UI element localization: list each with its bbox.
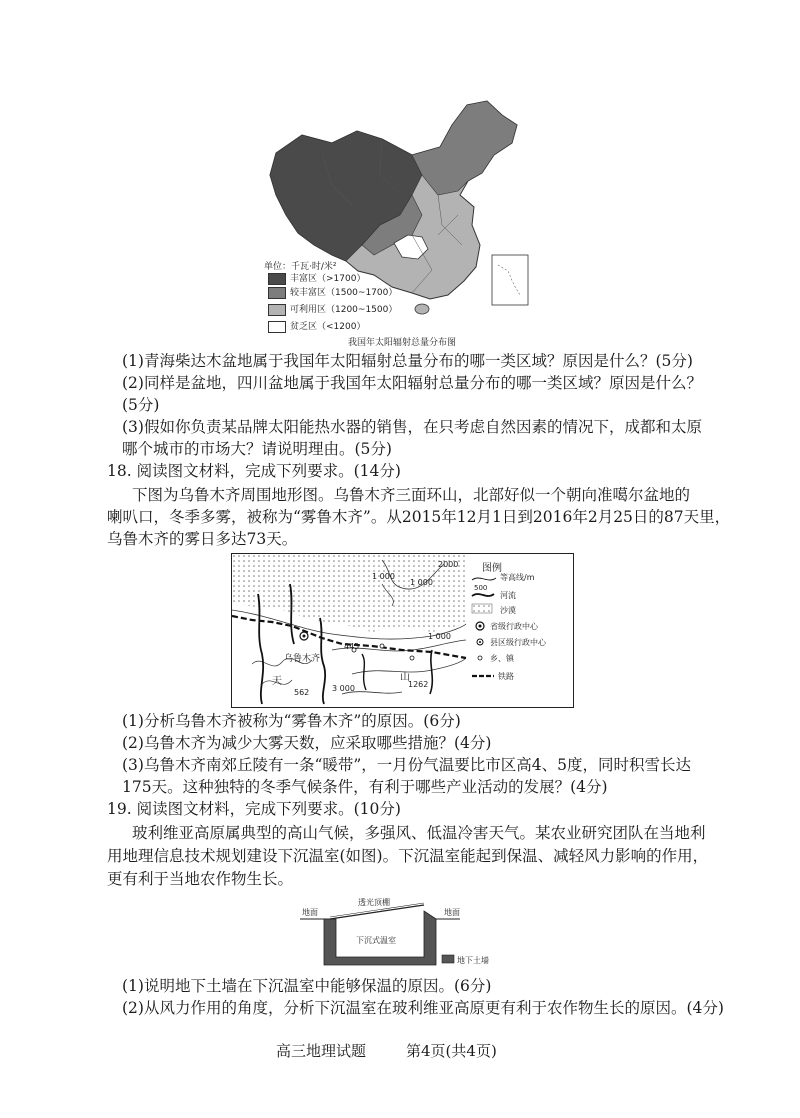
q18-2: (2)乌鲁木齐为减少大雾天数，应采取哪些措施？(4分) bbox=[122, 734, 492, 752]
q18-para1: 下图为乌鲁木齐周围地形图。乌鲁木齐三面环山，北部好似一个朝向准噶尔盆地的 bbox=[132, 486, 691, 504]
map1-legend-2: 较丰富区（1500~1700） bbox=[268, 285, 397, 299]
q18-para2: 喇叭口，冬季多雾，被称为“雾鲁木齐”。从2015年12月1日到2016年2月25日的87天里， bbox=[107, 508, 731, 526]
contour-1000-label: 1 000 bbox=[410, 578, 433, 587]
q17-1: (1)青海柴达木盆地属于我国年太阳辐射总量分布的哪一类区域？原因是什么？(5分) bbox=[122, 352, 693, 370]
legend-county-center: 县区级行政中心 bbox=[490, 638, 546, 647]
legend-provincial-center: 省级行政中心 bbox=[490, 622, 538, 631]
legend-railway: 铁路 bbox=[498, 672, 514, 681]
greenhouse-room-label: 下沉式温室 bbox=[356, 936, 396, 945]
map1-caption: 我国年太阳辐射总量分布图 bbox=[348, 338, 457, 348]
legend-swatch bbox=[268, 273, 286, 285]
elevation-1262-label: 1262 bbox=[408, 680, 429, 689]
map1-unit: 单位：千瓦·时/米² bbox=[264, 262, 337, 272]
q18-para3: 乌鲁木齐的雾日多达73天。 bbox=[107, 530, 298, 548]
mountain-label-shan: 山 bbox=[400, 672, 410, 683]
ground-left-label: 地面 bbox=[302, 908, 318, 917]
sunken-greenhouse-diagram bbox=[300, 893, 490, 973]
legend-desert: 沙漠 bbox=[500, 606, 516, 615]
map1-legend-3: 可利用区（1200~1500） bbox=[268, 302, 397, 316]
mountain-label-tian: 天 bbox=[272, 676, 282, 687]
contour-1000-label: 1 000 bbox=[428, 632, 451, 641]
legend-river: 河流 bbox=[500, 591, 516, 600]
legend-title: 图例 bbox=[482, 563, 502, 574]
q17-2b: (5分) bbox=[122, 396, 160, 414]
legend-contour-value: 500 bbox=[474, 584, 488, 592]
city-label-urumqi: 乌鲁木齐 bbox=[284, 654, 321, 664]
footer-page: 第4页(共4页) bbox=[406, 1042, 497, 1060]
contour-3000-label: 3 000 bbox=[332, 684, 355, 693]
underground-wall-label: 地下土墙 bbox=[457, 956, 489, 965]
q18-3a: (3)乌鲁木齐南郊丘陵有一条“暖带”，一月份气温要比市区高4、5度，同时积雪长达 bbox=[122, 756, 692, 774]
urumqi-topo-map bbox=[231, 553, 574, 708]
q19-1: (1)说明地下土墙在下沉温室中能够保温的原因。(6分) bbox=[122, 977, 492, 995]
q19-para2: 用地理信息技术规划建设下沉温室(如图)。下沉温室能起到保温、减轻风力影响的作用， bbox=[107, 847, 709, 865]
q19-title: 19. 阅读图文材料，完成下列要求。(10分) bbox=[107, 800, 401, 818]
contour-1000-label: 1 000 bbox=[372, 572, 395, 581]
q19-para1: 玻利维亚高原属典型的高山气候，多强风、低温冷害天气。某农业研究团队在当地利 bbox=[132, 824, 706, 842]
footer-subject: 高三地理试题 bbox=[276, 1042, 367, 1060]
legend-swatch bbox=[268, 287, 286, 299]
legend-swatch bbox=[268, 321, 286, 333]
map1-legend-1: 丰富区（>1700） bbox=[268, 271, 365, 285]
q18-title: 18. 阅读图文材料，完成下列要求。(14分) bbox=[107, 462, 401, 480]
contour-2000-label: 2000 bbox=[438, 560, 459, 569]
map1-legend-4: 贫乏区（<1200） bbox=[268, 319, 365, 333]
legend-swatch bbox=[268, 304, 286, 316]
q18-1: (1)分析乌鲁木齐被称为“雾鲁木齐”的原因。(6分) bbox=[122, 712, 461, 730]
elevation-562-label: 562 bbox=[294, 688, 310, 697]
q19-2: (2)从风力作用的角度，分析下沉温室在玻利维亚高原更有利于农作物生长的原因。(4分) bbox=[122, 999, 724, 1017]
legend-town: 乡、镇 bbox=[490, 654, 514, 663]
legend-contour: 等高线/m bbox=[500, 573, 535, 582]
q17-2a: (2)同样是盆地，四川盆地属于我国年太阳辐射总量分布的哪一类区域？原因是什么？ bbox=[122, 374, 702, 392]
q19-para3: 更有利于当地农作物生长。 bbox=[107, 870, 294, 888]
roof-label: 透光顶棚 bbox=[358, 898, 390, 907]
q17-3a: (3)假如你负责某品牌太阳能热水器的销售，在只考虑自然因素的情况下，成都和太原 bbox=[122, 418, 702, 436]
ground-right-label: 地面 bbox=[444, 908, 460, 917]
q18-3b: 175天。这种独特的冬季气候条件，有利于哪些产业活动的发展？(4分) bbox=[122, 778, 608, 796]
q17-3b: 哪个城市的市场大？请说明理由。(5分) bbox=[122, 440, 392, 458]
elevation-445-label: 445 bbox=[344, 642, 360, 651]
